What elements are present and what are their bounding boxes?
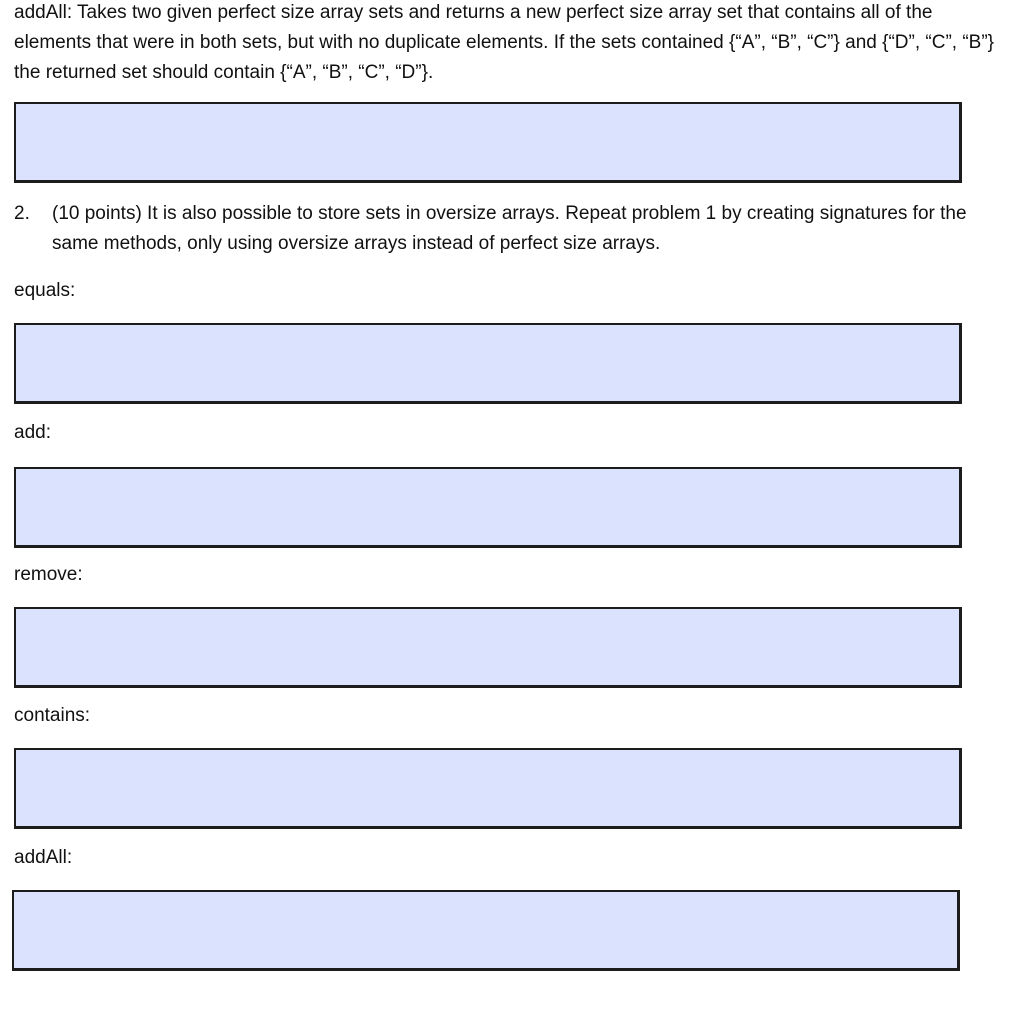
answer-input-remove[interactable]	[16, 609, 959, 685]
answer-input-equals[interactable]	[16, 325, 959, 401]
answer-box-contains[interactable]	[14, 748, 962, 829]
problem-2-text: (10 points) It is also possible to store sets in oversize arrays. Repeat problem 1 by creating signatures for the same methods, only using oversize arrays instead of perfect size arrays.	[52, 203, 967, 254]
label-contains: contains:	[14, 705, 91, 726]
answer-input-contains[interactable]	[16, 750, 959, 826]
answer-input-perfect-addall[interactable]	[16, 104, 959, 180]
label-equals: equals:	[14, 280, 76, 301]
label-add: add:	[14, 422, 51, 443]
problem-2	[14, 199, 1004, 259]
answer-box-remove[interactable]	[14, 607, 962, 688]
answer-box-equals[interactable]	[14, 323, 962, 404]
answer-box-add[interactable]	[14, 467, 962, 548]
label-remove: remove:	[14, 564, 83, 585]
problem-number: 2.	[14, 203, 30, 224]
answer-box-addall[interactable]	[12, 890, 960, 971]
answer-input-add[interactable]	[16, 469, 959, 545]
label-addall: addAll:	[14, 847, 73, 868]
answer-input-addall[interactable]	[14, 892, 957, 968]
addall-description: addAll: Takes two given perfect size array sets and returns a new perfect size array set that contains all of the elements that were in both sets, but with no duplicate elements. If the sets contained {“A”, “B”, “C”} and {“D”, “C”, “B”} the returned set should contain {“A”, “B”, “C”, “D”}.	[14, 2, 995, 83]
answer-box-perfect-addall[interactable]	[14, 102, 962, 183]
